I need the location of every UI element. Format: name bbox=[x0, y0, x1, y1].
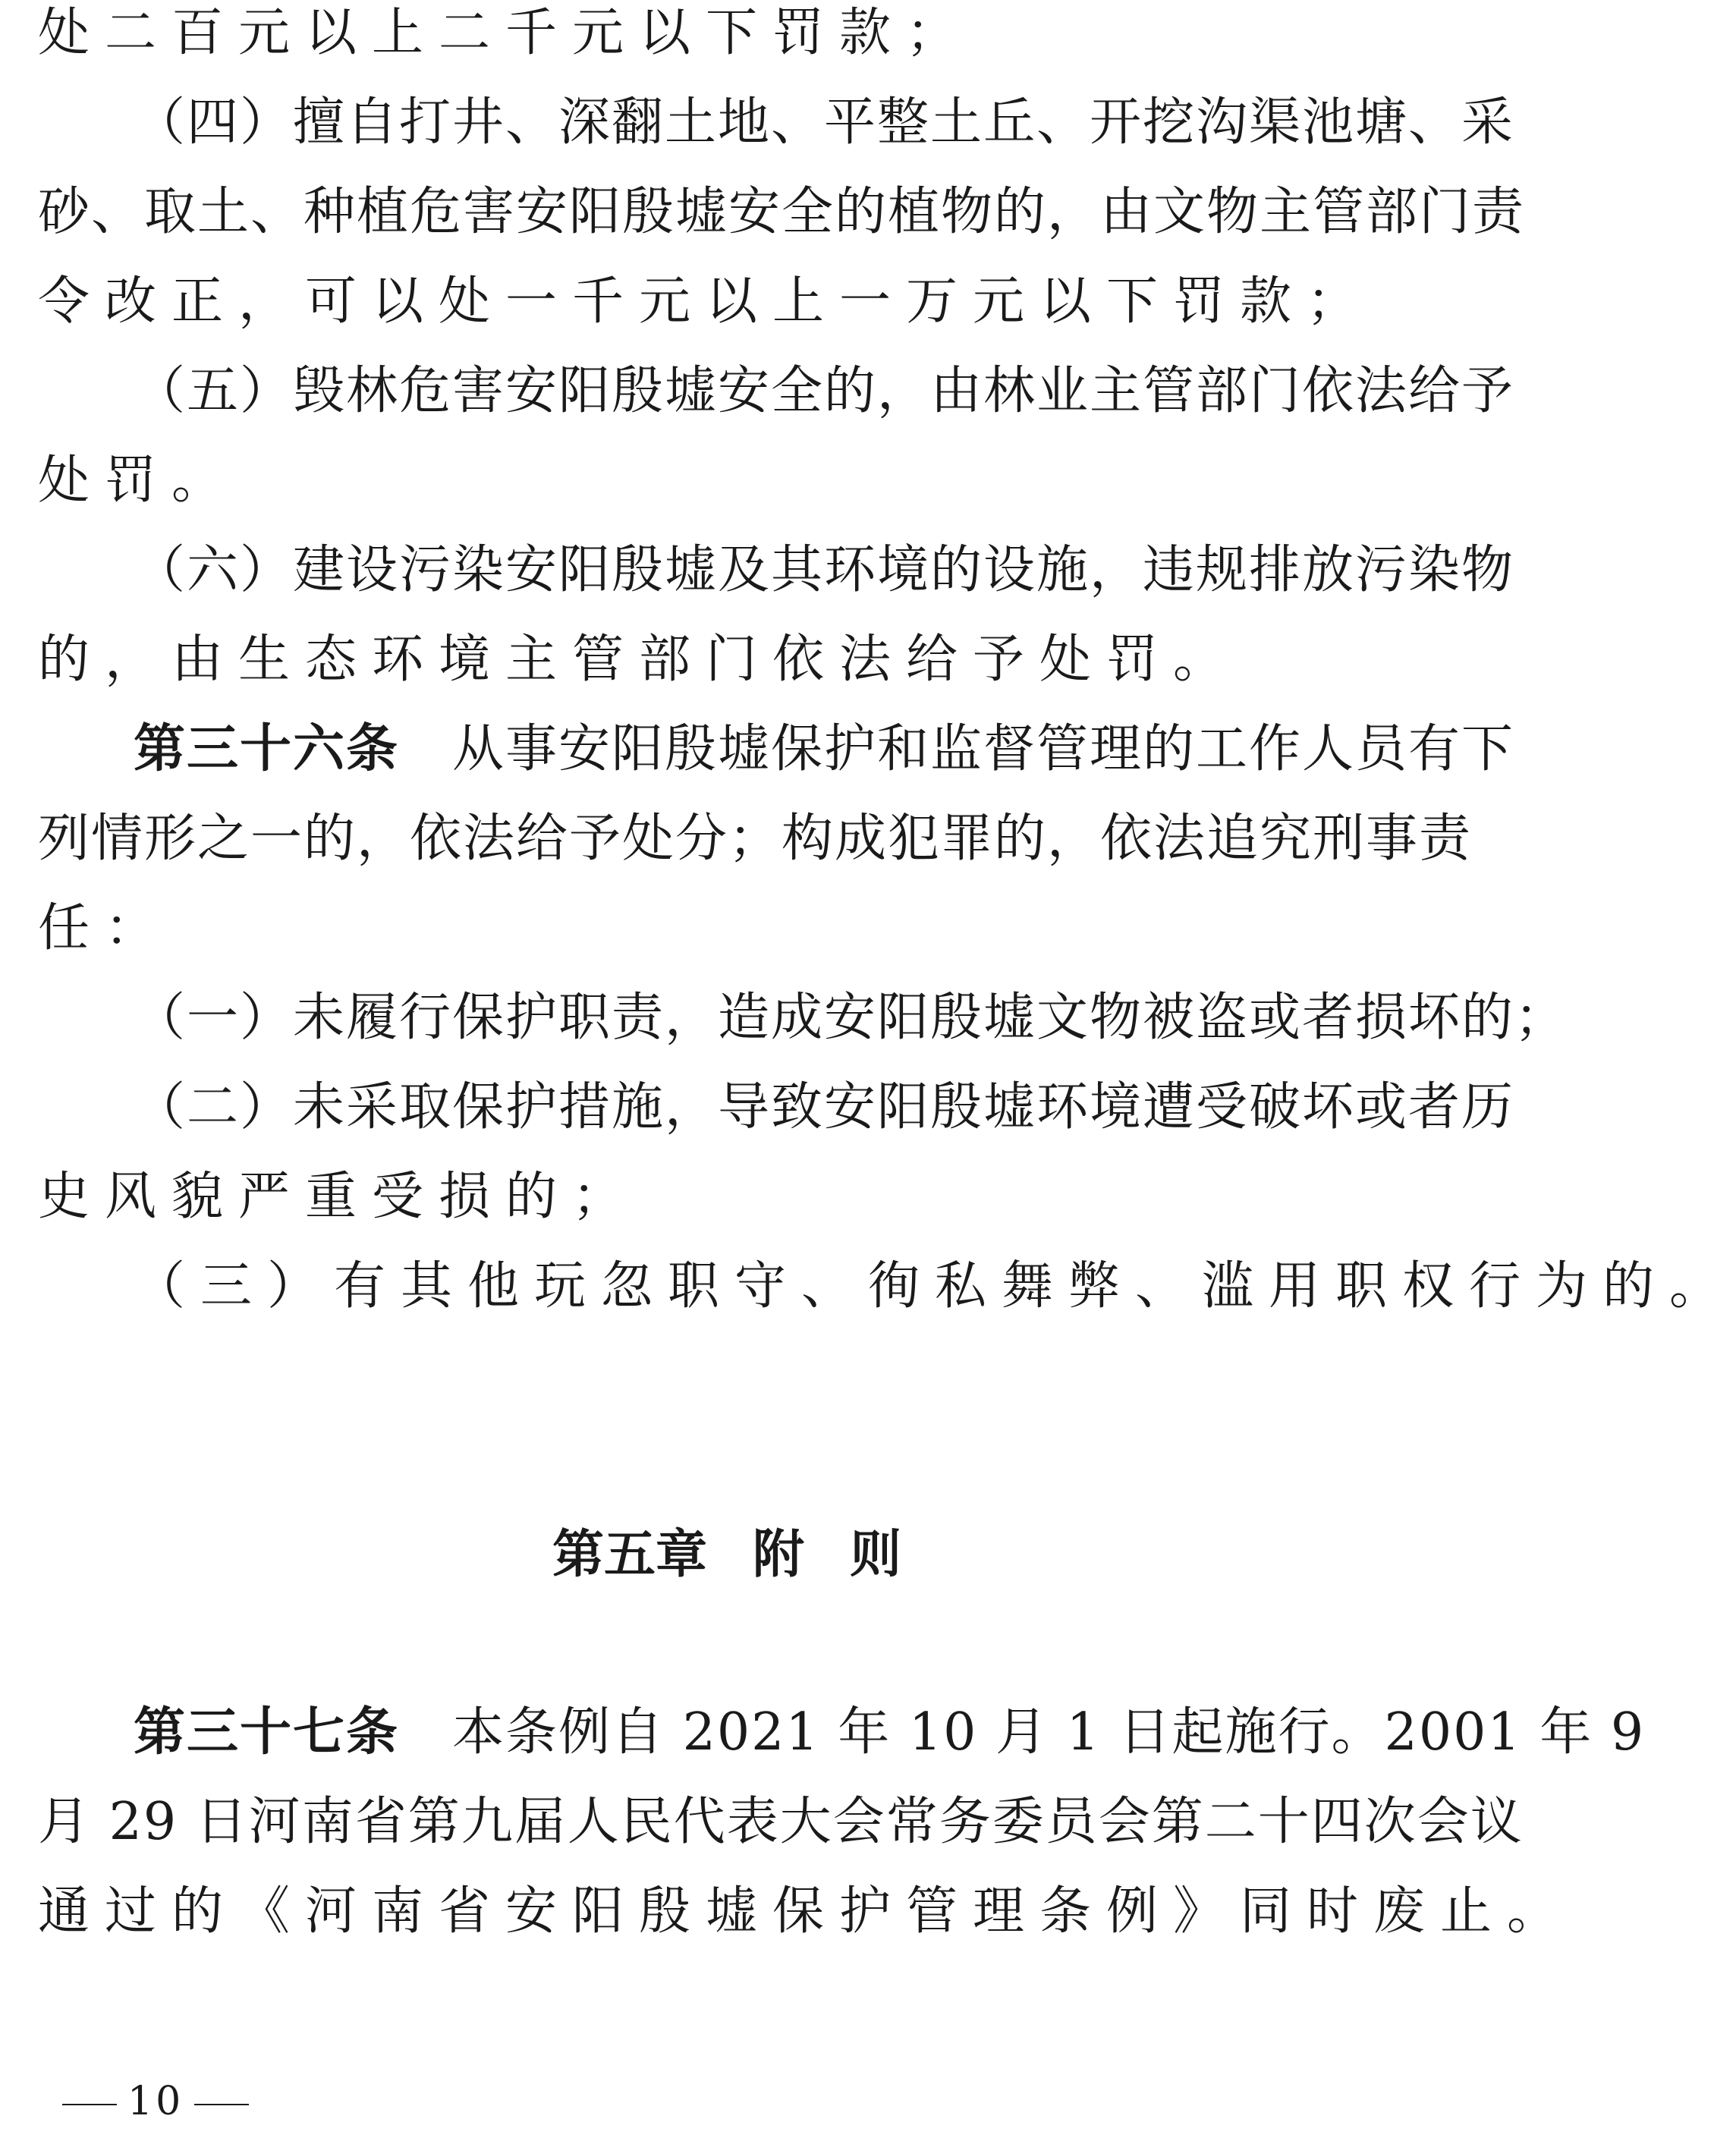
text-line: 史风貌严重受损的； bbox=[38, 1167, 640, 1227]
text-line: （五）毁林危害安阳殷墟安全的，由林业主管部门依法给予 bbox=[134, 361, 1515, 421]
chapter-name-part2: 则 bbox=[850, 1525, 902, 1585]
text-span: 本条例自 2021 年 10 月 1 日起施行。2001 年 9 bbox=[452, 1702, 1646, 1762]
text-line: 处罚。 bbox=[38, 451, 239, 511]
text-line: 通过的《河南省安阳殷墟保护管理条例》同时废止。 bbox=[38, 1882, 1574, 1941]
article-37-title: 第三十七条 bbox=[134, 1702, 400, 1762]
text-line: 列情形之一的，依法给予处分；构成犯罪的，依法追究刑事责 bbox=[38, 809, 1473, 869]
text-line: （六）建设污染安阳殷墟及其环境的设施，违规排放污染物 bbox=[134, 540, 1515, 600]
text-line: 任： bbox=[38, 898, 172, 958]
text-line: （二）未采取保护措施，导致安阳殷墟环境遭受破坏或者历 bbox=[134, 1077, 1515, 1137]
chapter-number: 第五章 bbox=[552, 1525, 707, 1585]
article-36-first-line bbox=[134, 719, 1515, 780]
text-span: 从事安阳殷墟保护和监督管理的工作人员有下 bbox=[452, 719, 1515, 779]
footer-dash-left bbox=[62, 2104, 117, 2105]
footer-dash-right bbox=[194, 2104, 249, 2105]
article-36-title: 第三十六条 bbox=[134, 719, 400, 779]
text-line: （一）未履行保护职责，造成安阳殷墟文物被盗或者损坏的； bbox=[134, 988, 1568, 1048]
text-line: 令改正，可以处一千元以上一万元以下罚款； bbox=[38, 272, 1374, 332]
text-line: （三）有其他玩忽职守、徇私舞弊、滥用职权行为的。 bbox=[134, 1256, 1736, 1316]
article-37-first-line bbox=[134, 1702, 1646, 1763]
text-line: 的，由生态环境主管部门依法给予处罚。 bbox=[38, 630, 1241, 690]
chapter-name-part1: 附 bbox=[752, 1525, 804, 1585]
chapter-heading bbox=[0, 1525, 1454, 1586]
text-line: （四）擅自打井、深翻土地、平整土丘、开挖沟渠池塘、采 bbox=[134, 93, 1515, 152]
text-line: 月 29 日河南省第九届人民代表大会常务委员会第二十四次会议 bbox=[38, 1792, 1524, 1852]
text-line: 砂、取土、种植危害安阳殷墟安全的植物的，由文物主管部门责 bbox=[38, 182, 1526, 242]
page-number: 10 bbox=[127, 2079, 184, 2124]
page-footer bbox=[52, 2079, 259, 2124]
text-line: 处二百元以上二千元以下罚款； bbox=[38, 3, 973, 63]
